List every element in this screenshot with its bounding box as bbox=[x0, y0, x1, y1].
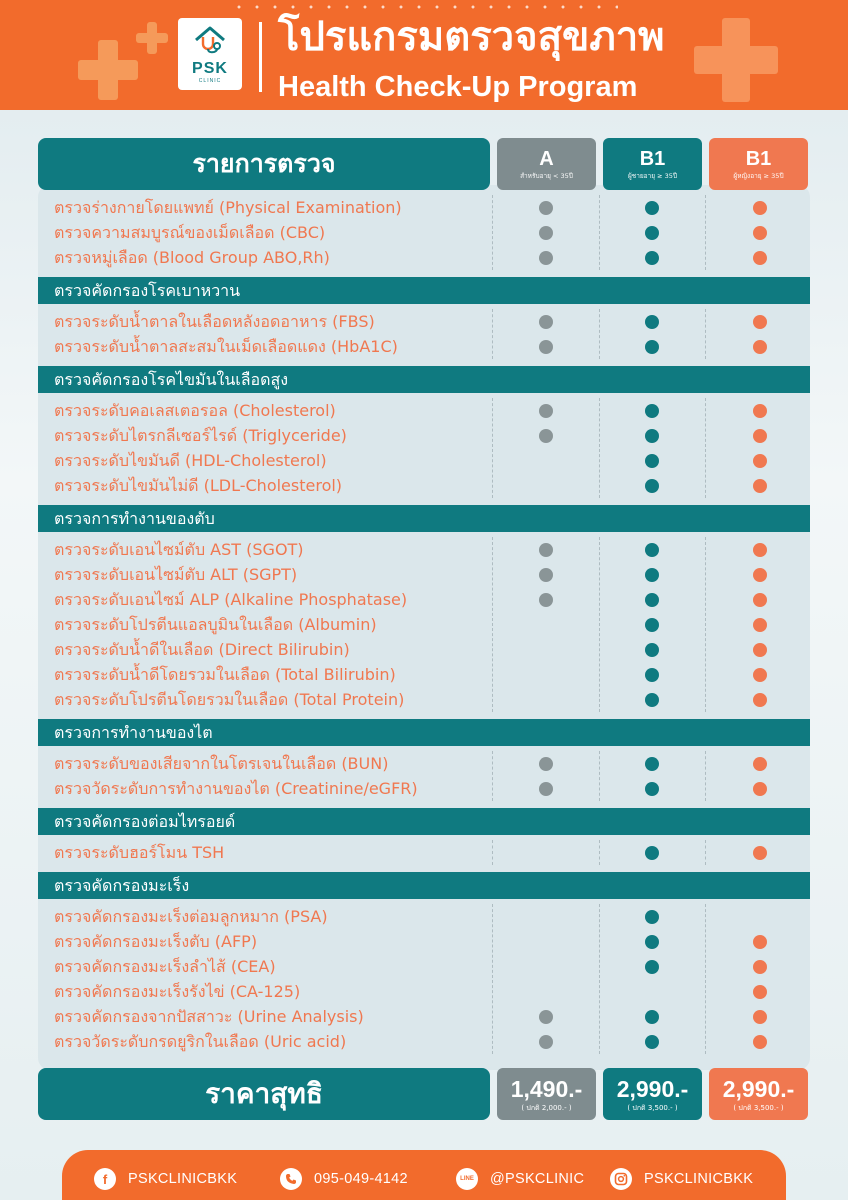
included-dot-b1m bbox=[645, 315, 659, 329]
included-dot-a bbox=[539, 201, 553, 215]
included-dot-b1f bbox=[753, 1010, 767, 1024]
price-b1-male bbox=[603, 1068, 702, 1120]
facebook-contact[interactable] bbox=[94, 1166, 237, 1192]
included-dot-b1m bbox=[645, 846, 659, 860]
included-dot-b1f bbox=[753, 757, 767, 771]
included-dot-b1m bbox=[645, 251, 659, 265]
included-dot-a bbox=[539, 1010, 553, 1024]
included-dot-b1f bbox=[753, 643, 767, 657]
included-dot-a bbox=[539, 757, 553, 771]
checkup-item: ตรวจระดับไขมันดี (HDL-Cholesterol) bbox=[54, 451, 327, 470]
included-dot-b1m bbox=[645, 543, 659, 557]
column-separator bbox=[492, 398, 493, 498]
instagram-contact[interactable] bbox=[610, 1166, 753, 1192]
checkup-item: ตรวจระดับคอเลสเตอรอล (Cholesterol) bbox=[54, 401, 336, 420]
column-label: B1 bbox=[639, 148, 666, 170]
checkup-item: ตรวจระดับน้ำตาลสะสมในเม็ดเลือดแดง (HbA1C) bbox=[54, 337, 398, 356]
logo-text: PSK bbox=[192, 60, 228, 77]
column-header-a bbox=[497, 138, 596, 190]
column-header-b1-male bbox=[603, 138, 702, 190]
line-handle: @PSKCLINIC bbox=[490, 1171, 585, 1187]
checkup-item: ตรวจคัดกรองมะเร็งรังไข่ (CA-125) bbox=[54, 982, 301, 1001]
medical-cross-icon bbox=[694, 18, 778, 102]
instagram-handle: PSKCLINICBKK bbox=[644, 1171, 754, 1187]
included-dot-a bbox=[539, 593, 553, 607]
header-banner bbox=[0, 0, 848, 110]
included-dot-b1f bbox=[753, 251, 767, 265]
column-separator bbox=[705, 840, 706, 865]
stethoscope-house-icon bbox=[194, 26, 226, 56]
included-dot-b1m bbox=[645, 668, 659, 682]
included-dot-b1m bbox=[645, 910, 659, 924]
included-dot-b1m bbox=[645, 479, 659, 493]
column-separator bbox=[492, 309, 493, 359]
column-label: A bbox=[539, 148, 554, 170]
facebook-handle: PSKCLINICBKK bbox=[128, 1171, 238, 1187]
column-separator bbox=[599, 840, 600, 865]
column-separator bbox=[705, 195, 706, 270]
column-sublabel: สำหรับอายุ < 35ปี bbox=[520, 172, 573, 180]
included-dot-a bbox=[539, 429, 553, 443]
included-dot-b1f bbox=[753, 404, 767, 418]
medical-cross-icon bbox=[136, 22, 168, 54]
included-dot-b1m bbox=[645, 568, 659, 582]
column-separator bbox=[599, 904, 600, 1054]
column-separator bbox=[599, 398, 600, 498]
line-contact[interactable] bbox=[456, 1166, 584, 1192]
included-dot-b1f bbox=[753, 935, 767, 949]
included-dot-a bbox=[539, 226, 553, 240]
phone-contact[interactable] bbox=[280, 1166, 408, 1192]
included-dot-a bbox=[539, 251, 553, 265]
included-dot-b1m bbox=[645, 201, 659, 215]
included-dot-a bbox=[539, 404, 553, 418]
column-separator bbox=[492, 537, 493, 712]
checkup-item: ตรวจระดับของเสียจากในโตรเจนในเลือด (BUN) bbox=[54, 754, 389, 773]
included-dot-a bbox=[539, 543, 553, 557]
checkup-item: ตรวจคัดกรองมะเร็งลำไส้ (CEA) bbox=[54, 957, 276, 976]
checkup-item: ตรวจระดับโปรตีนโดยรวมในเลือด (Total Protein) bbox=[54, 690, 405, 709]
column-separator bbox=[705, 398, 706, 498]
category-header: ตรวจการทำงานของไต bbox=[38, 719, 810, 746]
checkup-item: ตรวจวัดระดับการทำงานของไต (Creatinine/eGFR) bbox=[54, 779, 418, 798]
line-icon: LINE bbox=[456, 1168, 478, 1190]
column-separator bbox=[492, 751, 493, 801]
column-separator bbox=[705, 904, 706, 1054]
included-dot-b1m bbox=[645, 618, 659, 632]
column-separator bbox=[599, 537, 600, 712]
included-dot-b1f bbox=[753, 479, 767, 493]
logo-subtext: CLINIC bbox=[198, 78, 222, 84]
included-dot-b1m bbox=[645, 593, 659, 607]
column-separator bbox=[705, 537, 706, 712]
included-dot-b1m bbox=[645, 226, 659, 240]
column-sublabel: ผู้หญิงอายุ ≥ 35ปี bbox=[733, 172, 784, 180]
included-dot-b1f bbox=[753, 201, 767, 215]
column-sublabel: ผู้ชายอายุ ≥ 35ปี bbox=[627, 172, 678, 180]
net-price-label: ราคาสุทธิ bbox=[38, 1068, 490, 1120]
category-header: ตรวจคัดกรองมะเร็ง bbox=[38, 872, 810, 899]
category-header: ตรวจคัดกรองโรคไขมันในเลือดสูง bbox=[38, 366, 810, 393]
included-dot-b1f bbox=[753, 618, 767, 632]
price-value: 2,990.- bbox=[722, 1076, 795, 1102]
included-dot-b1m bbox=[645, 429, 659, 443]
checkup-item: ตรวจระดับไขมันไม่ดี (LDL-Cholesterol) bbox=[54, 476, 343, 495]
included-dot-b1m bbox=[645, 782, 659, 796]
included-dot-b1f bbox=[753, 960, 767, 974]
checkup-item: ตรวจร่างกายโดยแพทย์ (Physical Examination) bbox=[54, 198, 402, 217]
included-dot-b1f bbox=[753, 226, 767, 240]
column-header-b1-female bbox=[709, 138, 808, 190]
checkup-item: ตรวจวัดระดับกรดยูริกในเลือด (Uric acid) bbox=[54, 1032, 347, 1051]
checkup-item: ตรวจระดับเอนไซม์ตับ ALT (SGPT) bbox=[54, 565, 298, 584]
price-b1-female bbox=[709, 1068, 808, 1120]
included-dot-b1f bbox=[753, 429, 767, 443]
price-value: 1,490.- bbox=[510, 1076, 583, 1102]
included-dot-b1f bbox=[753, 593, 767, 607]
checkup-item: ตรวจระดับน้ำดีโดยรวมในเลือด (Total Bilirubin) bbox=[54, 665, 396, 684]
included-dot-b1m bbox=[645, 1010, 659, 1024]
checkup-item: ตรวจระดับฮอร์โมน TSH bbox=[54, 843, 225, 862]
price-a bbox=[497, 1068, 596, 1120]
category-header: ตรวจคัดกรองโรคเบาหวาน bbox=[38, 277, 810, 304]
instagram-icon bbox=[610, 1168, 632, 1190]
page-title-english: Health Check-Up Program bbox=[278, 71, 638, 103]
price-normal: ( ปกติ 3,500.- ) bbox=[733, 1104, 784, 1112]
items-column-header: รายการตรวจ bbox=[38, 138, 490, 190]
checkup-item: ตรวจระดับไตรกลีเซอร์ไรด์ (Triglyceride) bbox=[54, 426, 347, 445]
checkup-item: ตรวจหมู่เลือด (Blood Group ABO,Rh) bbox=[54, 248, 330, 267]
column-separator bbox=[599, 195, 600, 270]
checkup-item: ตรวจความสมบูรณ์ของเม็ดเลือด (CBC) bbox=[54, 223, 326, 242]
column-separator bbox=[492, 904, 493, 1054]
column-separator bbox=[492, 840, 493, 865]
contact-footer bbox=[62, 1150, 786, 1200]
facebook-icon: f bbox=[94, 1168, 116, 1190]
included-dot-a bbox=[539, 1035, 553, 1049]
column-label: B1 bbox=[745, 148, 772, 170]
included-dot-b1f bbox=[753, 668, 767, 682]
included-dot-b1m bbox=[645, 757, 659, 771]
included-dot-b1f bbox=[753, 1035, 767, 1049]
medical-cross-icon bbox=[78, 40, 138, 100]
included-dot-b1m bbox=[645, 935, 659, 949]
included-dot-b1m bbox=[645, 693, 659, 707]
decorative-dots bbox=[230, 5, 618, 9]
phone-icon bbox=[280, 1168, 302, 1190]
column-separator bbox=[599, 751, 600, 801]
included-dot-b1f bbox=[753, 846, 767, 860]
included-dot-b1m bbox=[645, 404, 659, 418]
column-separator bbox=[492, 195, 493, 270]
checkup-item: ตรวจคัดกรองมะเร็งต่อมลูกหมาก (PSA) bbox=[54, 907, 328, 926]
checkup-item: ตรวจระดับโปรตีนแอลบูมินในเลือด (Albumin) bbox=[54, 615, 377, 634]
included-dot-b1f bbox=[753, 340, 767, 354]
included-dot-b1m bbox=[645, 340, 659, 354]
included-dot-a bbox=[539, 568, 553, 582]
phone-number: 095-049-4142 bbox=[314, 1171, 408, 1187]
header-divider bbox=[259, 22, 262, 92]
included-dot-b1m bbox=[645, 1035, 659, 1049]
included-dot-b1m bbox=[645, 643, 659, 657]
column-separator bbox=[599, 309, 600, 359]
category-header: ตรวจคัดกรองต่อมไทรอยด์ bbox=[38, 808, 810, 835]
included-dot-b1f bbox=[753, 782, 767, 796]
included-dot-b1m bbox=[645, 960, 659, 974]
included-dot-b1f bbox=[753, 315, 767, 329]
page-title-thai: โปรแกรมตรวจสุขภาพ bbox=[278, 14, 665, 60]
included-dot-b1f bbox=[753, 693, 767, 707]
included-dot-b1f bbox=[753, 454, 767, 468]
included-dot-b1f bbox=[753, 985, 767, 999]
included-dot-b1f bbox=[753, 543, 767, 557]
included-dot-b1f bbox=[753, 568, 767, 582]
checkup-item: ตรวจคัดกรองจากปัสสาวะ (Urine Analysis) bbox=[54, 1007, 364, 1026]
category-header: ตรวจการทำงานของตับ bbox=[38, 505, 810, 532]
included-dot-b1m bbox=[645, 454, 659, 468]
checkup-item: ตรวจระดับเอนไซม์ ALP (Alkaline Phosphatase) bbox=[54, 590, 408, 609]
column-separator bbox=[705, 751, 706, 801]
price-value: 2,990.- bbox=[616, 1076, 689, 1102]
included-dot-a bbox=[539, 782, 553, 796]
column-separator bbox=[705, 309, 706, 359]
psk-clinic-logo bbox=[178, 18, 242, 90]
included-dot-a bbox=[539, 315, 553, 329]
checkup-item: ตรวจระดับเอนไซม์ตับ AST (SGOT) bbox=[54, 540, 304, 559]
checkup-item: ตรวจระดับน้ำดีในเลือด (Direct Bilirubin) bbox=[54, 640, 350, 659]
price-normal: ( ปกติ 2,000.- ) bbox=[521, 1104, 572, 1112]
price-normal: ( ปกติ 3,500.- ) bbox=[627, 1104, 678, 1112]
checkup-item: ตรวจคัดกรองมะเร็งตับ (AFP) bbox=[54, 932, 258, 951]
checkup-item: ตรวจระดับน้ำตาลในเลือดหลังอดอาหาร (FBS) bbox=[54, 312, 375, 331]
included-dot-a bbox=[539, 340, 553, 354]
